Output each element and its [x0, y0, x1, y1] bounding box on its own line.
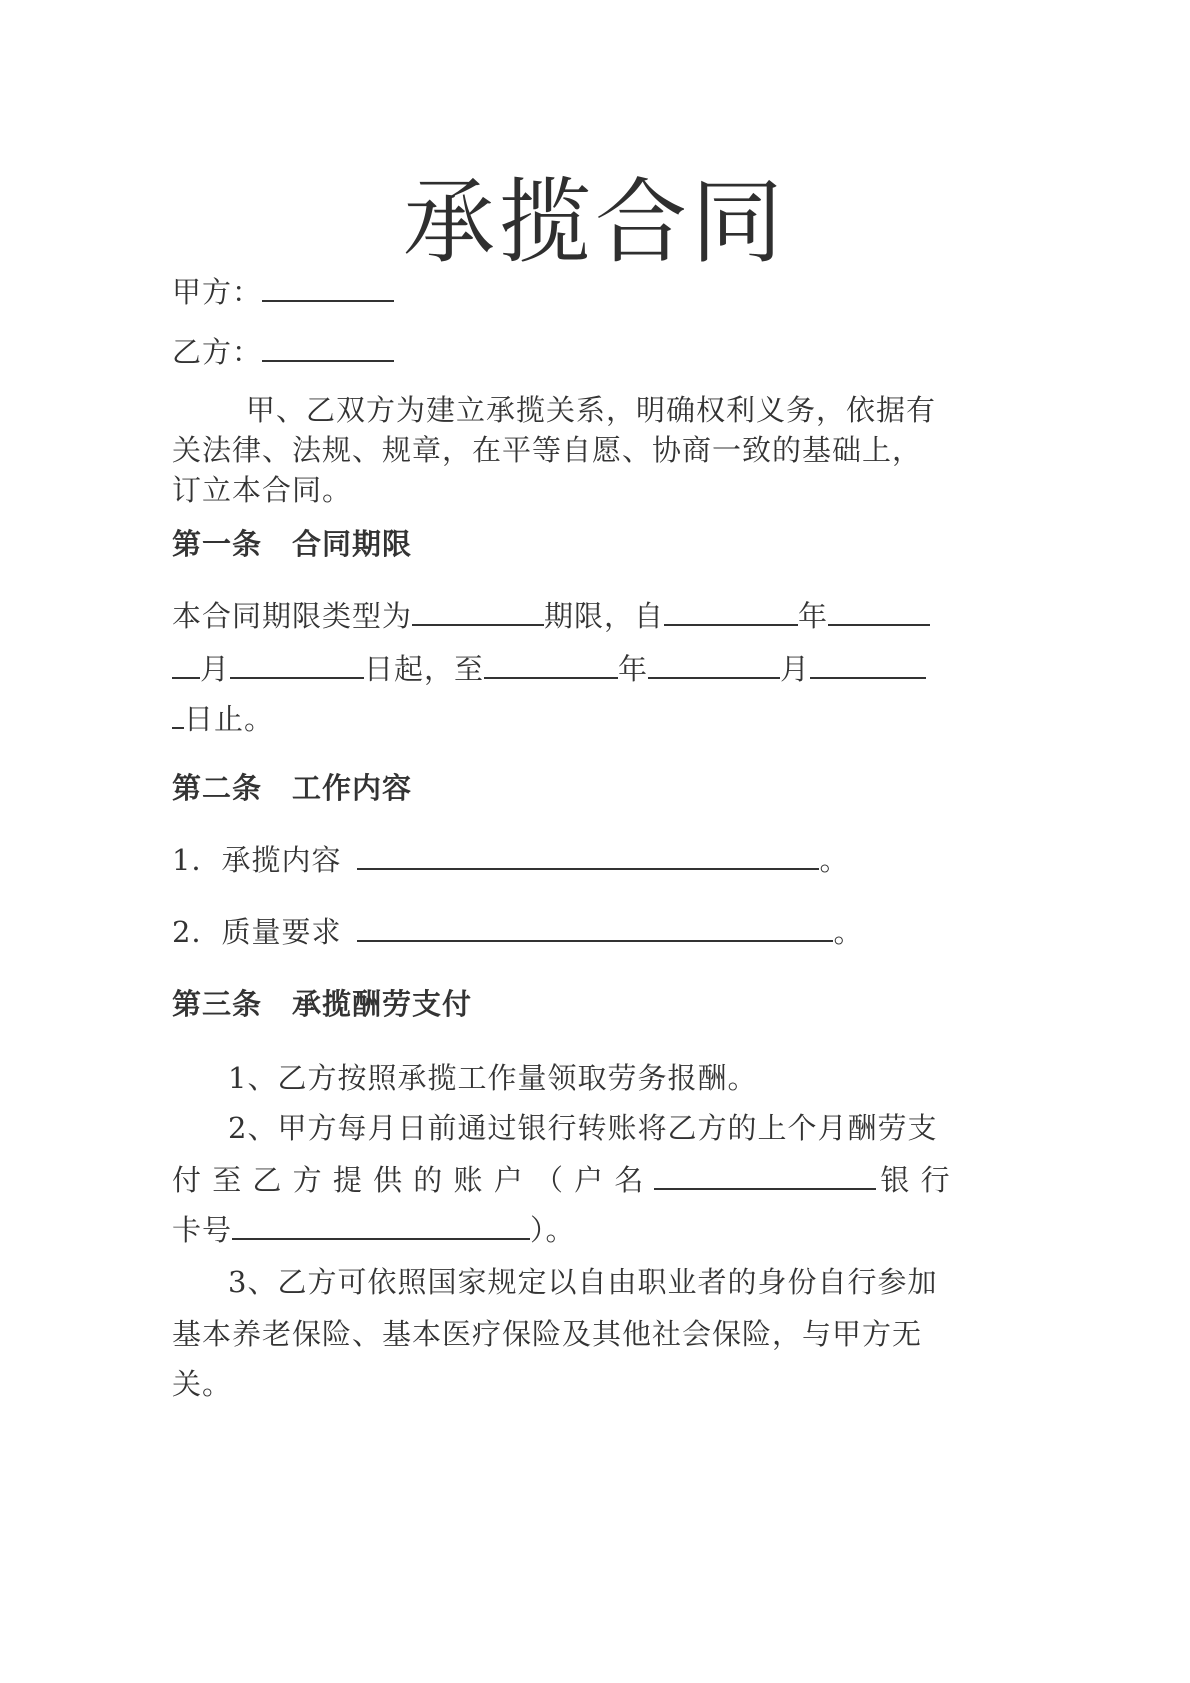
month-label: 月 [200, 652, 231, 686]
end-year-blank[interactable] [484, 647, 618, 679]
work-content-end: 。 [819, 843, 850, 877]
article-1-line-3 [172, 697, 274, 741]
work-content-line [172, 838, 849, 882]
start-year-blank[interactable] [664, 594, 798, 626]
account-name-blank[interactable] [654, 1158, 876, 1190]
quality-end: 。 [833, 915, 864, 949]
insurance-paragraph-line-3: 关。 [172, 1367, 233, 1401]
start-month-blank-a[interactable] [828, 594, 930, 626]
party-b-blank[interactable] [262, 330, 394, 362]
term-type-label: 本合同期限类型为 [172, 599, 413, 633]
party-b-line [172, 330, 394, 374]
start-month-blank-b[interactable] [172, 647, 200, 679]
party-a-line [172, 270, 394, 314]
work-content-blank[interactable] [357, 838, 819, 870]
quality-line [172, 910, 863, 954]
party-a-blank[interactable] [262, 270, 394, 302]
end-month-label: 月 [780, 652, 811, 686]
end-year-label: 年 [618, 652, 649, 686]
party-b-label: 乙方： [172, 335, 263, 369]
term-from-label: 期限，自 [544, 599, 665, 633]
start-day-blank[interactable] [230, 647, 364, 679]
year-label: 年 [798, 599, 829, 633]
article-3-heading: 第三条 承揽酬劳支付 [172, 987, 473, 1021]
payment-paragraph-2-line-2 [172, 1158, 951, 1202]
document-title: 承揽合同 [402, 169, 787, 276]
article-1-heading: 第一条 合同期限 [172, 527, 413, 561]
term-to-label: 日起，至 [364, 652, 485, 686]
party-a-label: 甲方： [172, 275, 263, 309]
card-number-blank[interactable] [232, 1208, 530, 1240]
payment-paragraph-1: 1、乙方按照承揽工作量领取劳务报酬。 [228, 1061, 758, 1095]
insurance-paragraph-line-1: 3、乙方可依照国家规定以自由职业者的身份自行参加 [228, 1265, 938, 1299]
preamble-line-2: 关法律、法规、规章，在平等自愿、协商一致的基础上， [172, 433, 923, 467]
payment-paragraph-2-line-3 [172, 1208, 576, 1252]
end-month-blank[interactable] [648, 647, 780, 679]
account-name-label: 付 至 乙 方 提 供 的 账 户 （ 户 名 [172, 1163, 645, 1197]
article-2-heading: 第二条 工作内容 [172, 771, 413, 805]
end-day-blank-a[interactable] [810, 647, 926, 679]
quality-blank[interactable] [357, 910, 833, 942]
insurance-paragraph-line-2: 基本养老保险、基本医疗保险及其他社会保险，与甲方无 [172, 1317, 923, 1351]
bank-label: 银 行 [880, 1163, 951, 1197]
article-1-line-2 [172, 647, 926, 691]
preamble-line-3: 订立本合同。 [172, 473, 353, 507]
term-type-blank[interactable] [412, 594, 544, 626]
card-number-label: 卡号 [172, 1213, 233, 1247]
card-number-end: ）。 [530, 1213, 576, 1247]
article-1-line-1 [172, 594, 930, 638]
preamble-line-1: 甲、乙双方为建立承揽关系，明确权利义务，依据有 [246, 393, 937, 427]
end-day-label: 日止。 [184, 702, 275, 736]
quality-label: 2．质量要求 [172, 915, 342, 949]
work-content-label: 1．承揽内容 [172, 843, 342, 877]
end-day-blank-b[interactable] [172, 697, 184, 729]
payment-paragraph-2-line-1: 2、甲方每月日前通过银行转账将乙方的上个月酬劳支 [228, 1111, 938, 1145]
